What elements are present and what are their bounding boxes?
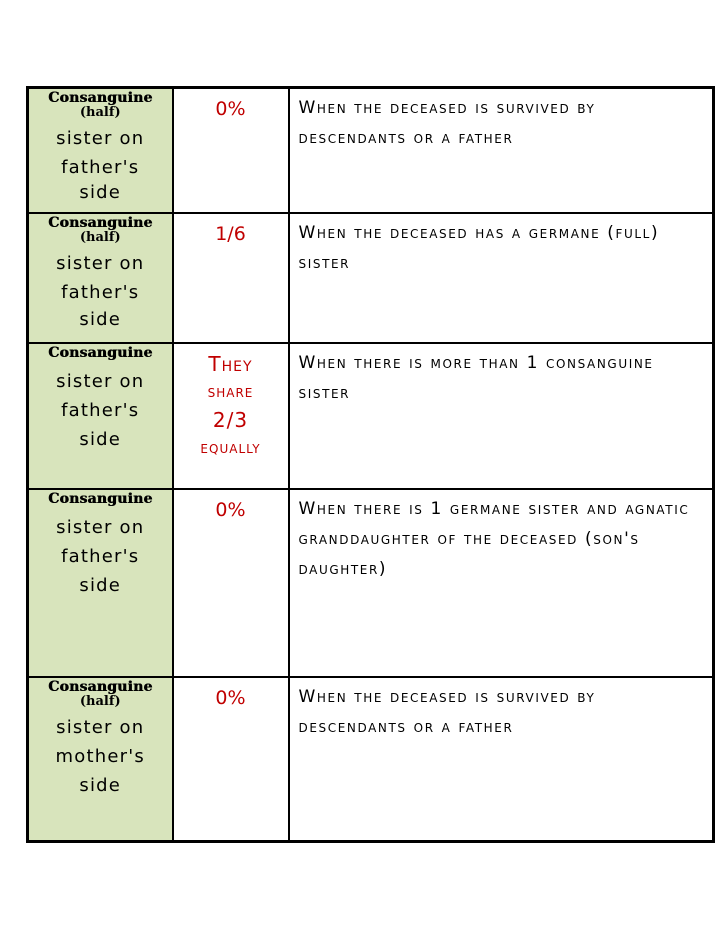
condition-text: When the deceased is survived by descendants or a father [298,686,596,737]
heir-line: side [79,774,122,796]
heir-line: sister on [56,516,145,538]
table-row [28,343,714,489]
condition-text: When there is more than 1 consanguine sister [298,352,654,403]
heir-line: father's [61,157,140,178]
heir-line: side [79,574,122,596]
heir-line: side [79,428,122,450]
heir-cell [28,343,173,489]
heir-qualifier: (half) [79,693,121,709]
table-row [28,489,714,677]
heir-title: Consanguine [48,678,153,695]
heir-title: Consanguine [48,490,153,507]
share-cell [173,343,289,489]
heir-line: sister on [56,370,145,392]
share-cell [173,489,289,677]
heir-cell [28,677,173,842]
share-cell [173,677,289,842]
share-cell [173,213,289,343]
heir-line: father's [61,545,140,567]
share-line: They [208,351,253,376]
condition-cell [289,343,714,489]
heir-cell [28,213,173,343]
share-value: 0% [215,686,246,709]
inheritance-table [26,86,715,843]
heir-line: side [79,308,122,330]
heir-line: sister on [56,252,145,274]
heir-cell [28,88,173,213]
heir-qualifier: (half) [79,105,121,120]
heir-line: sister on [56,716,145,738]
condition-cell [289,213,714,343]
table-row [28,677,714,842]
heir-title: Consanguine [48,214,153,231]
heir-line: father's [61,399,140,421]
heir-title: Consanguine [48,90,153,106]
condition-cell [289,677,714,842]
heir-line: side [79,182,122,203]
condition-text: When there is 1 germane sister and agnatic granddaughter of the deceased (son's daughter) [298,498,690,579]
share-line: equally [200,437,261,458]
heir-cell [28,489,173,677]
heir-qualifier: (half) [79,229,121,245]
share-value: 0% [215,98,246,120]
condition-cell [289,88,714,213]
share-line: 2/3 [212,407,249,432]
share-line: share [207,381,254,402]
heir-title: Consanguine [48,344,153,361]
share-value: 0% [215,498,246,521]
heir-line: sister on [56,128,145,149]
condition-text: When the deceased has a germane (full) sister [298,222,660,273]
table-row [28,88,714,213]
condition-text: When the deceased is survived by descendants or a father [298,98,596,148]
heir-line: father's [61,281,140,303]
condition-cell [289,489,714,677]
share-cell [173,88,289,213]
table-row [28,213,714,343]
share-value: 1/6 [215,222,246,245]
heir-line: mother's [55,745,145,767]
